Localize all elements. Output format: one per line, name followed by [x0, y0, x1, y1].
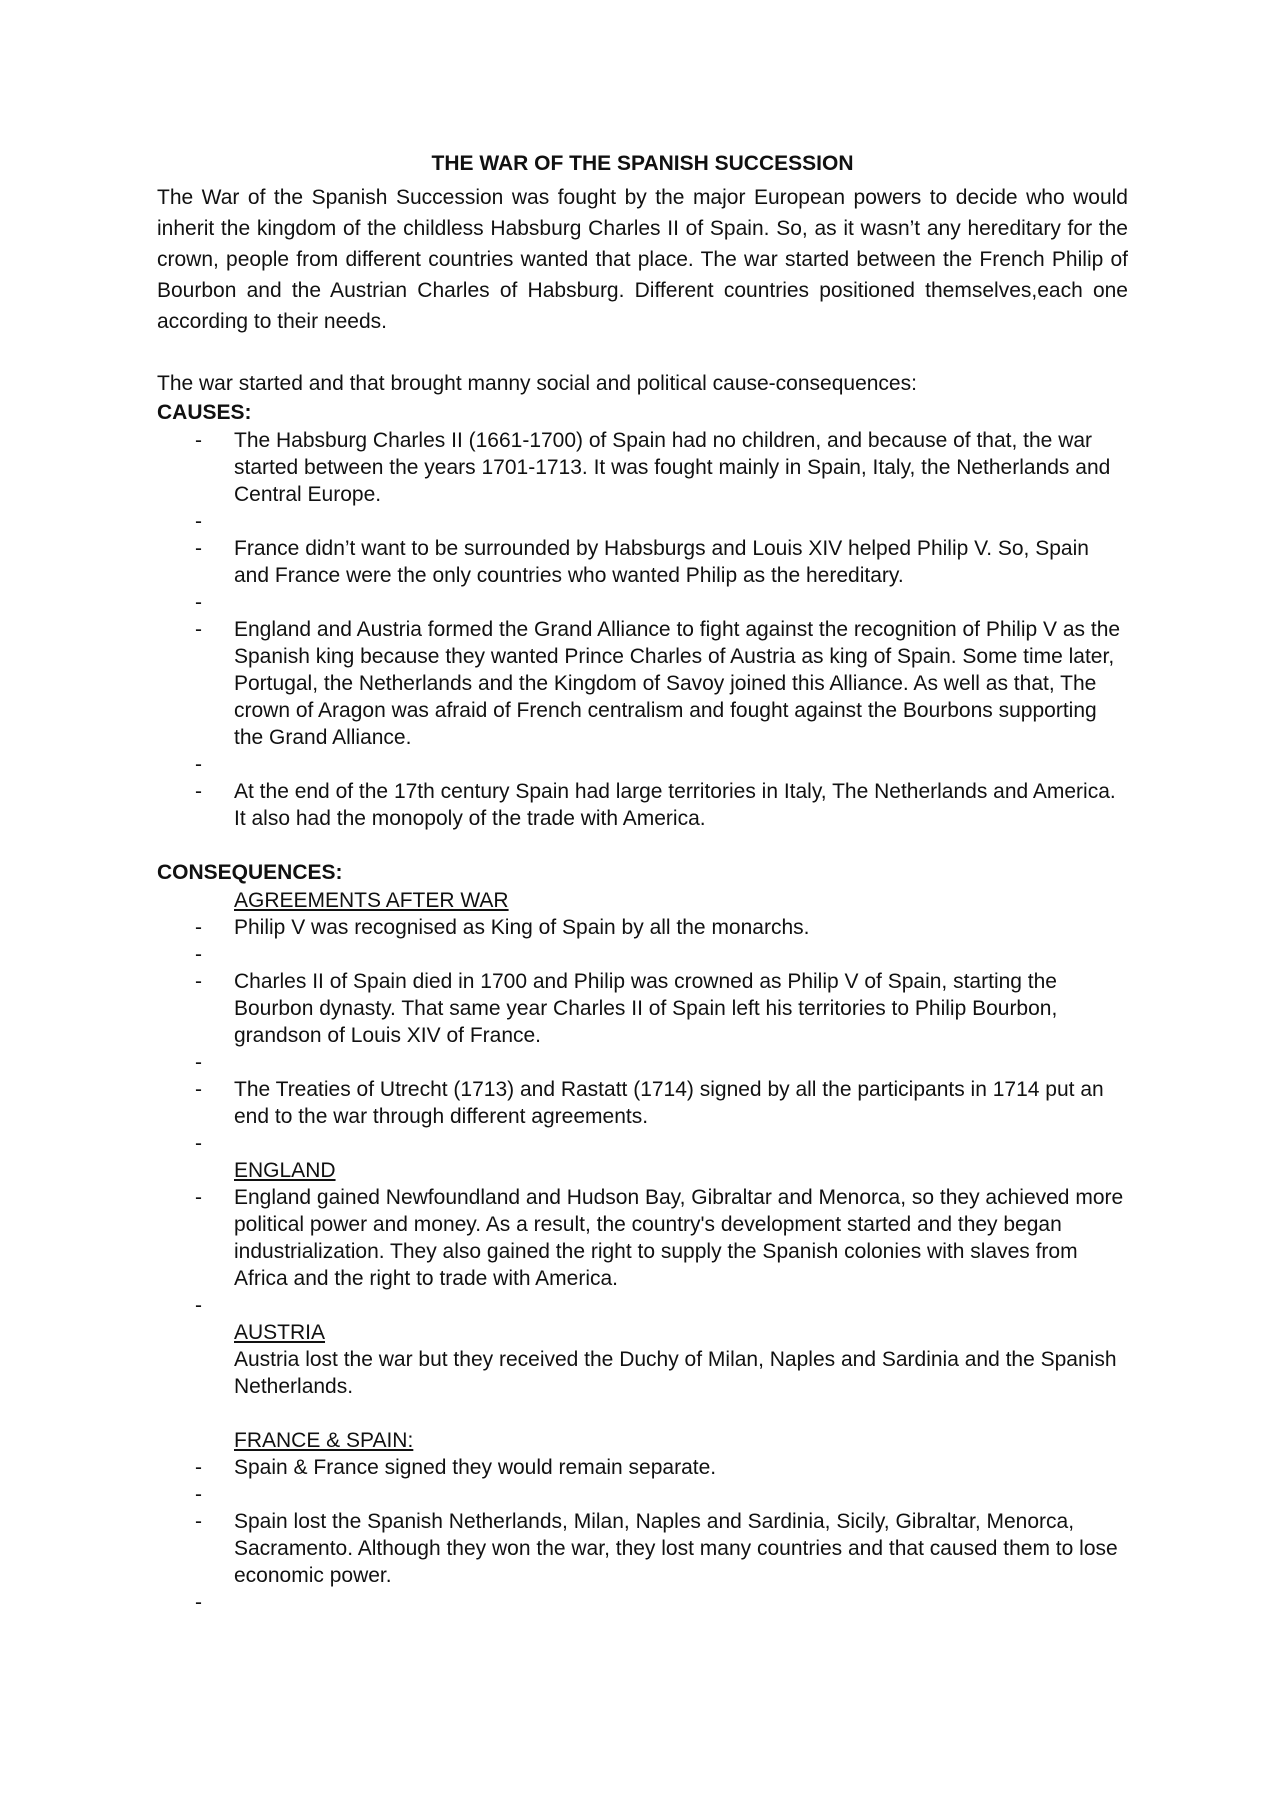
- list-dash: -: [195, 429, 202, 452]
- france-spain-list: [157, 1454, 1128, 1616]
- list-dash: -: [195, 1510, 202, 1533]
- list-dash: -: [195, 537, 202, 560]
- intro-paragraph: The War of the Spanish Succession was fought by the major European powers to decide who would inherit the kingdom of the childless Habsburg Charles II of Spain. So, as it wasn’t any hereditary for the crown, people from different countries wanted that place. The war started between the French Philip of Bourbon and the Austrian Charles of Habsburg. Different countries positioned themselves,each one according to their needs.: [157, 186, 1128, 333]
- spacer: [157, 337, 1128, 368]
- list-item-text: Philip V was recognised as King of Spain by all the monarchs.: [234, 916, 810, 939]
- list-dash: -: [195, 1456, 202, 1479]
- list-dash: -: [195, 510, 202, 533]
- list-item: [157, 1508, 1128, 1589]
- list-dash: -: [195, 916, 202, 939]
- causes-heading: CAUSES:: [157, 401, 252, 424]
- france-spain-subheading: FRANCE & SPAIN:: [234, 1429, 414, 1452]
- list-dash: -: [195, 753, 202, 776]
- empty-list-item: [157, 1589, 1128, 1616]
- empty-list-item: [157, 1049, 1128, 1076]
- list-item: [157, 1184, 1128, 1292]
- austria-text: Austria lost the war but they received the Duchy of Milan, Naples and Sardinia and the Spanish Netherlands.: [234, 1348, 1117, 1398]
- list-item: [157, 1454, 1128, 1481]
- list-item: [157, 968, 1128, 1049]
- list-item: [157, 1076, 1128, 1130]
- list-dash: -: [195, 1051, 202, 1074]
- spacer: [157, 1400, 1128, 1427]
- list-item: [157, 427, 1128, 508]
- causes-list: [157, 427, 1128, 832]
- list-dash: -: [195, 1483, 202, 1506]
- list-item-text: The Habsburg Charles II (1661-1700) of Spain had no children, and because of that, the war started between the years 1701-1713. It was fought mainly in Spain, Italy, the Netherlands and Central Europe.: [234, 429, 1111, 506]
- list-item-text: Spain & France signed they would remain separate.: [234, 1456, 717, 1479]
- austria-subheading: AUSTRIA: [234, 1321, 326, 1344]
- list-dash: -: [195, 1186, 202, 1209]
- list-dash: -: [195, 1591, 202, 1614]
- list-item-text: England gained Newfoundland and Hudson Bay, Gibraltar and Menorca, so they achieved more political power and money. As a result, the country's development started and they began industrialization. They also gained the right to supply the Spanish colonies with slaves from Africa and the right to trade with America.: [234, 1186, 1124, 1290]
- page-title: THE WAR OF THE SPANISH SUCCESSION: [431, 152, 854, 175]
- agreements-subheading: AGREEMENTS AFTER WAR: [234, 889, 509, 912]
- list-item-text: At the end of the 17th century Spain had large territories in Italy, The Netherlands and America. It also had the monopoly of the trade with America.: [234, 780, 1116, 830]
- list-dash: -: [195, 970, 202, 993]
- empty-list-item: [157, 1130, 1128, 1157]
- list-dash: -: [195, 591, 202, 614]
- list-dash: -: [195, 618, 202, 641]
- spacer: [157, 832, 1128, 859]
- list-item-text: Spain lost the Spanish Netherlands, Milan, Naples and Sardinia, Sicily, Gibraltar, Menorca, Sacramento. Although they won the war, they lost many countries and that caused them to lose economic power.: [234, 1510, 1118, 1587]
- empty-list-item: [157, 508, 1128, 535]
- consequences-heading: CONSEQUENCES:: [157, 861, 343, 884]
- list-item: [157, 616, 1128, 751]
- empty-list-item: [157, 1481, 1128, 1508]
- list-dash: -: [195, 1294, 202, 1317]
- list-dash: -: [195, 780, 202, 803]
- list-item: [157, 778, 1128, 832]
- list-dash: -: [195, 1078, 202, 1101]
- empty-list-item: [157, 589, 1128, 616]
- list-item: [157, 914, 1128, 941]
- list-dash: -: [195, 1132, 202, 1155]
- list-item-text: Charles II of Spain died in 1700 and Philip was crowned as Philip V of Spain, starting the Bourbon dynasty. That same year Charles II of Spain left his territories to Philip Bourbon, grandson of Louis XIV of France.: [234, 970, 1058, 1047]
- list-dash: -: [195, 943, 202, 966]
- england-list: [157, 1184, 1128, 1319]
- list-item: [157, 535, 1128, 589]
- empty-list-item: [157, 1292, 1128, 1319]
- empty-list-item: [157, 941, 1128, 968]
- agreements-list: [157, 914, 1128, 1157]
- list-item-text: France didn’t want to be surrounded by Habsburgs and Louis XIV helped Philip V. So, Spain and France were the only countries who wanted Philip as the hereditary.: [234, 537, 1089, 587]
- list-item-text: England and Austria formed the Grand Alliance to fight against the recognition of Philip V as the Spanish king because they wanted Prince Charles of Austria as king of Spain. Some time later, Portugal, the Netherlands and the Kingdom of Savoy joined this Alliance. As well as that, The crown of Aragon was afraid of French centralism and fought against the Bourbons supporting the Grand Alliance.: [234, 618, 1121, 749]
- intro-line: The war started and that brought manny social and political cause-consequences:: [157, 372, 917, 395]
- list-item-text: The Treaties of Utrecht (1713) and Rastatt (1714) signed by all the participants in 1714 put an end to the war through different agreements.: [234, 1078, 1104, 1128]
- england-subheading: ENGLAND: [234, 1159, 336, 1182]
- empty-list-item: [157, 751, 1128, 778]
